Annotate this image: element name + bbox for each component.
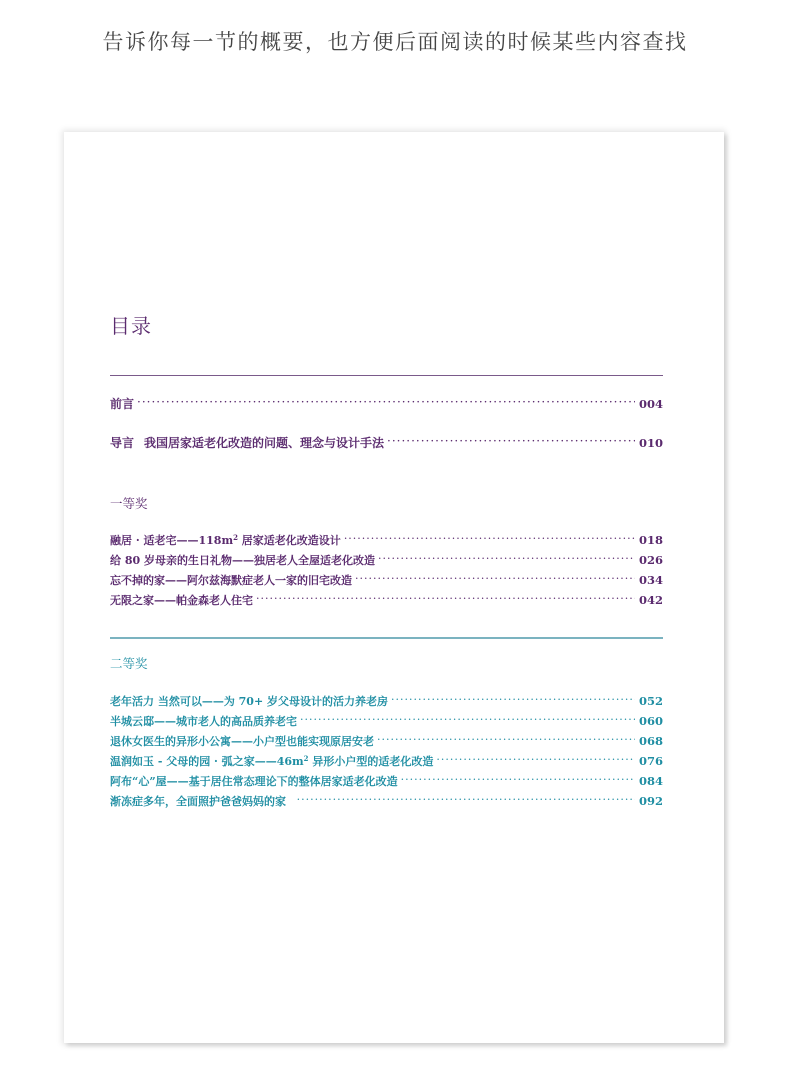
leader-dots xyxy=(137,395,635,409)
entry-label: 融居 · 适老宅$——118m^2$ 居家适老化改造设计 xyxy=(110,533,341,547)
leader-dots xyxy=(387,434,635,448)
page-number: 084 xyxy=(638,774,663,788)
entry-label: 渐冻症多年，全面照护爸爸妈妈的家 xyxy=(110,795,294,808)
entry-label: 老年活力 当然可以——为 70+ 岁父母设计的活力养老房 xyxy=(110,695,389,708)
toc-entry-introduction[interactable] xyxy=(110,434,663,451)
page-number: 010 xyxy=(638,436,663,450)
entry-label: 半城云邸——城市老人的高品质养老宅 xyxy=(110,715,297,728)
leader-dots xyxy=(377,733,635,746)
entry-label: 前言 xyxy=(110,397,135,411)
page-number: 026 xyxy=(638,553,663,567)
toc-entry[interactable] xyxy=(110,753,663,769)
leader-dots xyxy=(256,592,635,605)
caption-text: 告诉你每一节的概要，也方便后面阅读的时候某些内容查找 xyxy=(102,30,688,54)
entry-label: 导言 我国居家适老化改造的问题、理念与设计手法 xyxy=(110,436,385,450)
toc-entry[interactable] xyxy=(110,793,663,809)
leader-dots xyxy=(436,753,635,766)
page-number: 052 xyxy=(638,694,663,708)
entry-label: 退休女医生的异形小公寓——小户型也能实现原居安老 xyxy=(110,735,374,748)
section-heading-second-prize: 二等奖 xyxy=(110,656,148,671)
toc-entry-preface[interactable] xyxy=(110,395,663,412)
entry-label: 忘不掉的家——阿尔兹海默症老人一家的旧宅改造 xyxy=(110,574,352,587)
page-number: 076 xyxy=(638,754,663,768)
toc-entry[interactable] xyxy=(110,592,663,608)
toc-entry[interactable] xyxy=(110,552,663,568)
section-heading-first-prize: 一等奖 xyxy=(110,496,148,511)
toc-entry[interactable] xyxy=(110,532,663,548)
leader-dots xyxy=(355,572,635,585)
leader-dots xyxy=(297,793,635,806)
leader-dots xyxy=(391,693,635,706)
toc-entry[interactable] xyxy=(110,773,663,789)
leader-dots xyxy=(300,713,635,726)
toc-entry[interactable] xyxy=(110,572,663,588)
page-number: 060 xyxy=(638,714,663,728)
entry-label: 温润如玉 - 父母的园 · 弧之家$——46m^2$ 异形小户型的适老化改造 xyxy=(110,754,434,768)
leader-dots xyxy=(401,773,635,786)
page-number: 034 xyxy=(638,573,663,587)
page-number: 068 xyxy=(638,734,663,748)
toc-entry[interactable] xyxy=(110,713,663,729)
toc-page xyxy=(64,132,724,1043)
leader-dots xyxy=(344,532,635,545)
entry-label: 阿布“心”屋——基于居住常态理论下的整体居家适老化改造 xyxy=(110,775,398,788)
page-number: 092 xyxy=(638,794,663,808)
entry-label: 无限之家——帕金森老人住宅 xyxy=(110,594,253,607)
page-number: 042 xyxy=(638,593,663,607)
page-title: 目录 xyxy=(110,314,152,338)
divider-purple xyxy=(110,375,663,376)
leader-dots xyxy=(378,552,635,565)
entry-label: 给 80 岁母亲的生日礼物——独居老人全屋适老化改造 xyxy=(110,554,375,567)
page-number: 004 xyxy=(638,397,663,411)
toc-entry[interactable] xyxy=(110,693,663,709)
divider-teal xyxy=(110,637,663,639)
toc-entry[interactable] xyxy=(110,733,663,749)
page-number: 018 xyxy=(638,533,663,547)
